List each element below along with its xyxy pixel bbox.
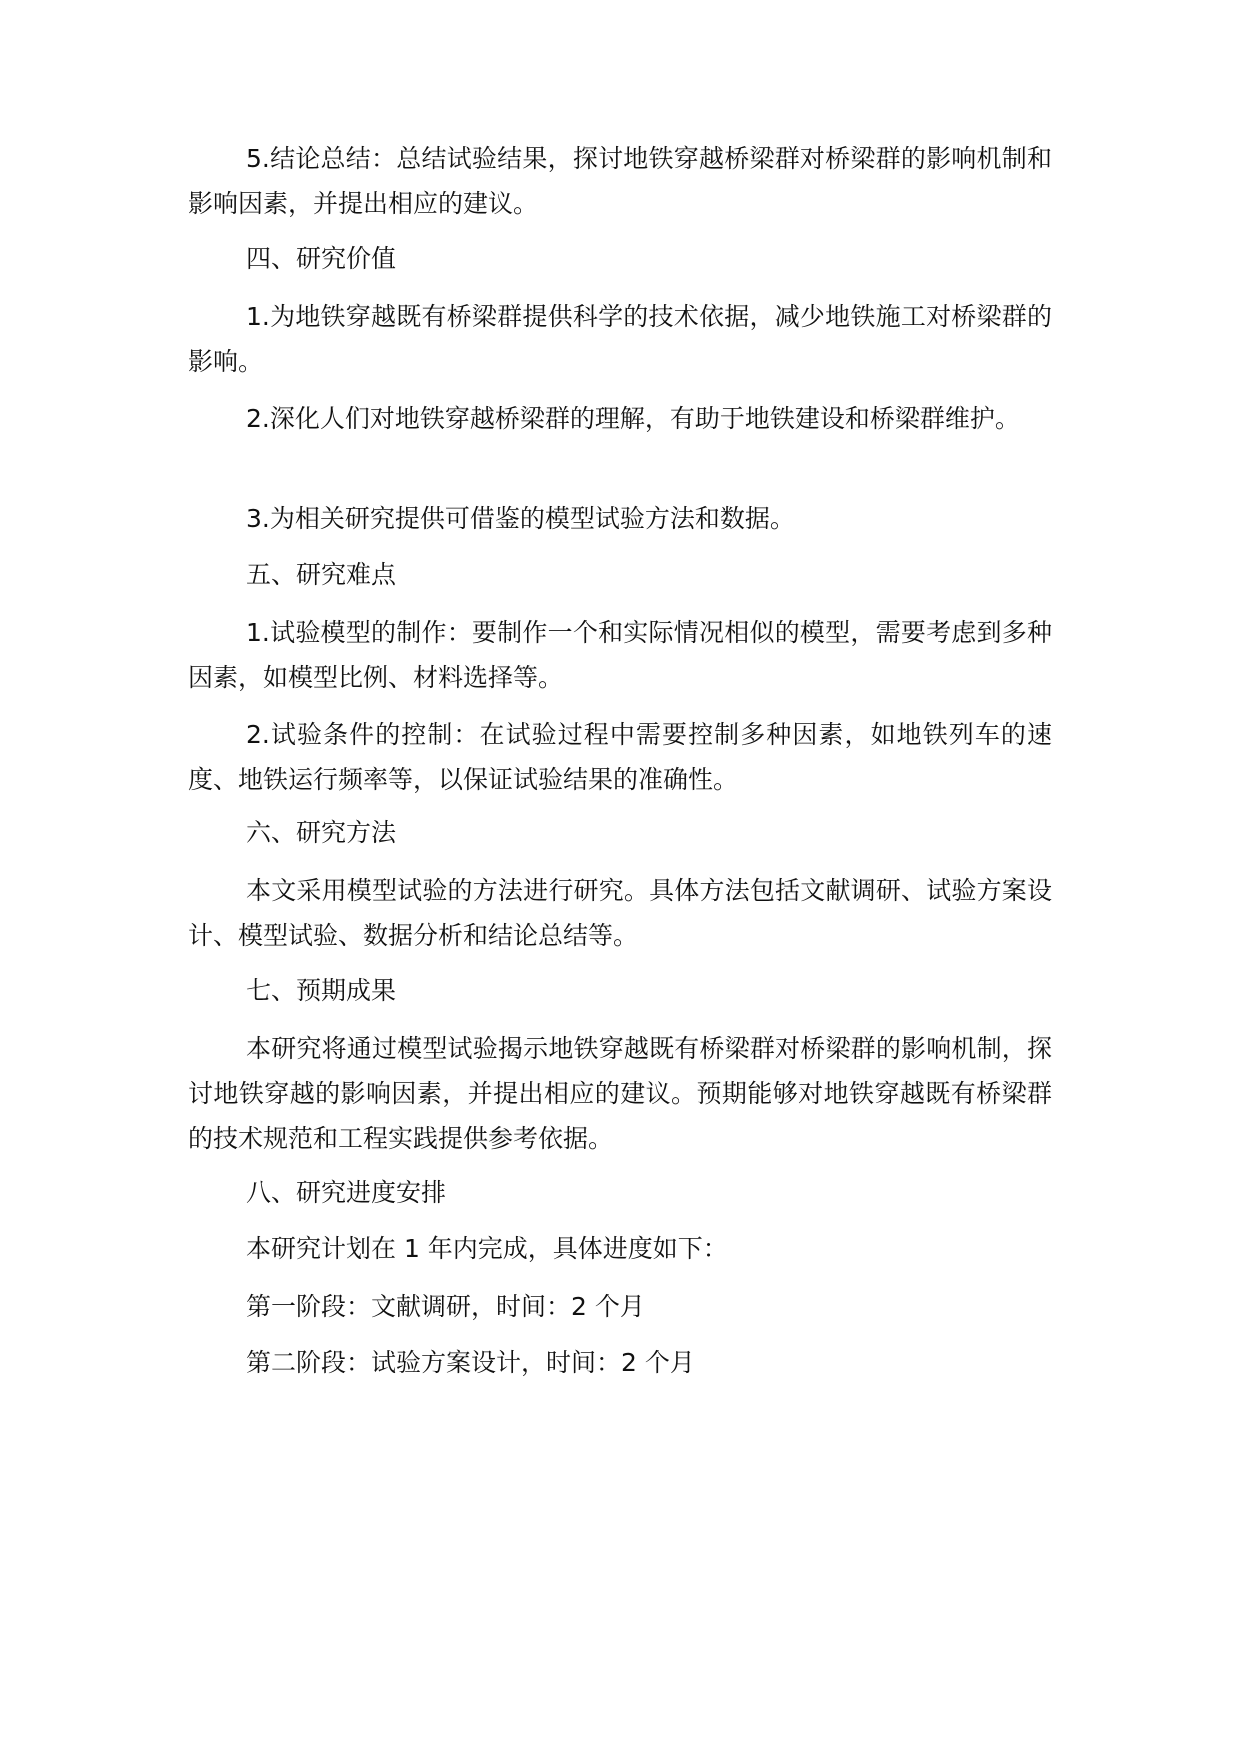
paragraph-method: 本文采用模型试验的方法进行研究。具体方法包括文献调研、试验方案设计、模型试验、数据分析和结论总结等。 [188,876,1052,950]
paragraph-schedule-intro: 本研究计划在 1 年内完成，具体进度如下： [246,1234,728,1263]
heading-research-value: 四、研究价值 [246,244,397,273]
paragraph-stage-1: 第一阶段：文献调研，时间：2 个月 [246,1292,645,1321]
paragraph-difficulty-2: 2.试验条件的控制：在试验过程中需要控制多种因素，如地铁列车的速度、地铁运行频率等，以保证试验结果的准确性。 [188,720,1052,794]
paragraph-conclusion-summary: 5.结论总结：总结试验结果，探讨地铁穿越桥梁群对桥梁群的影响机制和影响因素，并提出相应的建议。 [188,144,1052,218]
paragraph-value-1: 1.为地铁穿越既有桥梁群提供科学的技术依据，减少地铁施工对桥梁群的影响。 [188,302,1052,376]
paragraph-stage-2: 第二阶段：试验方案设计，时间：2 个月 [246,1348,695,1377]
heading-research-method: 六、研究方法 [246,818,397,847]
paragraph-value-2: 2.深化人们对地铁穿越桥梁群的理解，有助于地铁建设和桥梁群维护。 [246,404,1020,433]
paragraph-difficulty-1: 1.试验模型的制作：要制作一个和实际情况相似的模型，需要考虑到多种因素，如模型比例、材料选择等。 [188,618,1052,692]
paragraph-expected-results: 本研究将通过模型试验揭示地铁穿越既有桥梁群对桥梁群的影响机制，探讨地铁穿越的影响因素，并提出相应的建议。预期能够对地铁穿越既有桥梁群的技术规范和工程实践提供参考依据。 [188,1034,1052,1153]
heading-research-difficulties: 五、研究难点 [246,560,397,589]
heading-schedule: 八、研究进度安排 [246,1178,447,1207]
paragraph-value-3: 3.为相关研究提供可借鉴的模型试验方法和数据。 [246,504,795,533]
heading-expected-results: 七、预期成果 [246,976,397,1005]
